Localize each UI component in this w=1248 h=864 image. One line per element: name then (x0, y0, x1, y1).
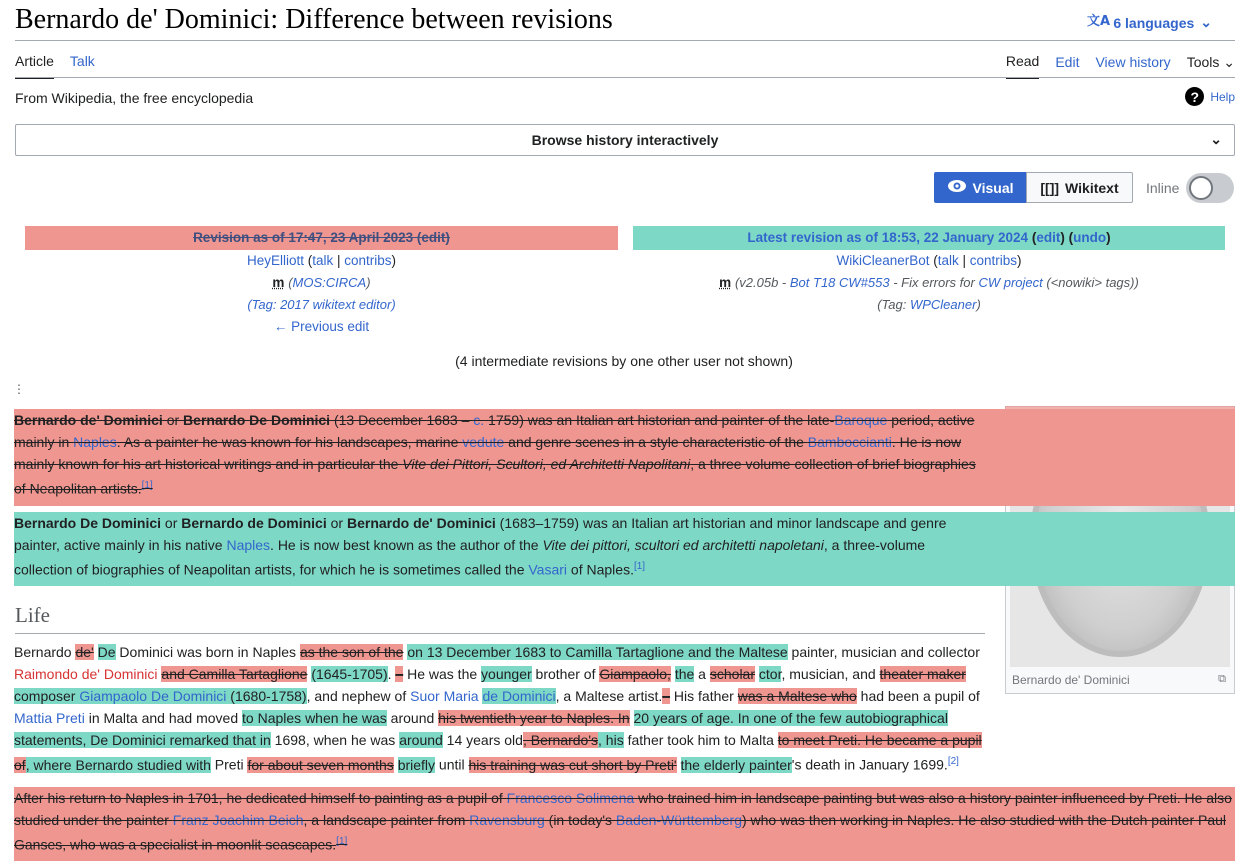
tab-view-history[interactable]: View history (1095, 54, 1171, 70)
new-lead-text: or (326, 515, 347, 531)
tabs-divider (15, 77, 1235, 78)
summary-link-bot[interactable]: Bot T18 CW#553 (789, 275, 890, 290)
new-revision-summary (633, 272, 1225, 294)
visual-label: Visual (972, 179, 1014, 196)
new-revision-link[interactable]: Latest revision as of 18:53, 22 January 2024 (747, 230, 1029, 245)
diff-mode-toggle (934, 172, 1133, 203)
deleted-text: his training was cut short by Preti' (468, 756, 677, 773)
text: Bernardo (14, 644, 76, 660)
new-lead-bold: Bernardo De Dominici (14, 515, 162, 531)
tab-read[interactable]: Read (1006, 53, 1039, 79)
inline-label: Inline (1146, 180, 1180, 196)
old-revision-contribs[interactable]: contribs (344, 253, 392, 268)
site-subtitle: From Wikipedia, the free encyclopedia (15, 90, 254, 106)
new-revision-undo[interactable]: undo (1073, 230, 1107, 245)
link-ravensburg[interactable]: Ravensburg (469, 812, 545, 828)
old-lead-italic: Vite dei Pittori, Scultori, ed Architetti Napolitani (402, 456, 691, 472)
view-tabs (1006, 53, 1235, 79)
reference-link[interactable]: [1] (336, 836, 348, 847)
inserted-text: 20 years of age. In one of the few autobiographical statements, De Dominici remarked that in (14, 710, 948, 748)
text: 1698 (270, 732, 306, 748)
minor-edit-marker: m (272, 275, 285, 290)
figure-deleted-highlight (1005, 406, 1235, 506)
text: He was the (407, 666, 482, 682)
browse-history-label: Browse history interactively (531, 132, 719, 148)
browse-history-button[interactable] (15, 124, 1235, 156)
visual-diff-button[interactable] (934, 172, 1026, 203)
translate-icon (1087, 12, 1111, 33)
deleted-text: theater maker (879, 666, 966, 682)
old-revision-info (25, 226, 618, 338)
new-revision-edit[interactable]: edit (1036, 230, 1061, 245)
old-summary-link[interactable]: MOS:CIRCA (292, 275, 367, 290)
svg-text:文A: 文A (1087, 14, 1111, 29)
deleted-text: and Camilla Tartaglione (161, 666, 308, 682)
previous-edit-link[interactable] (25, 316, 618, 338)
inserted-text: to Naples when he was (242, 710, 387, 726)
link-raimondo[interactable]: Raimondo de' Dominici (14, 666, 158, 682)
text: , and nephew of (306, 688, 411, 704)
inserted-text: ctor (758, 666, 782, 682)
inserted-text-part: (1680-1758) (226, 688, 307, 704)
new-lead-link[interactable]: Naples (226, 537, 271, 553)
new-lead-link[interactable]: Vasari (528, 561, 568, 578)
inserted-text: De (97, 644, 116, 660)
text: 's death in January 1699. (791, 756, 948, 773)
wikitext-diff-button[interactable] (1026, 172, 1133, 203)
tools-menu[interactable] (1187, 54, 1235, 79)
toggle-knob (1189, 176, 1213, 200)
deleted-text: – (662, 688, 671, 704)
old-lead-text: . He is now mainly known for his art historical writings and in particular the (14, 434, 962, 472)
chevron-down-icon: ⌄ (1210, 131, 1222, 147)
old-revision-user-line: HeyElliott (talk | contribs) (246, 253, 397, 268)
help-link[interactable] (1185, 87, 1235, 106)
old-lead-text: , a three volume collection of brief biographies of Neapolitan artists. (14, 456, 976, 497)
deleted-after-paragraph (14, 787, 1235, 861)
text: had been a pupil of (856, 688, 980, 704)
namespace-tabs (15, 53, 95, 79)
new-lead-italic: Vite dei pittori, scultori ed architetti napoletani (542, 537, 824, 553)
text: Preti (210, 756, 248, 773)
minor-edit-marker: m (719, 275, 732, 290)
new-lead-text: of Naples. (567, 561, 634, 578)
old-text: After his return to Naples in 1701, he dedicated himself to painting as a pupil of (14, 790, 507, 806)
inline-toggle[interactable] (1186, 173, 1234, 203)
text: in Malta and had moved (84, 710, 243, 726)
new-revision-contribs[interactable]: contribs (969, 253, 1018, 268)
reference-link[interactable]: [1] (141, 480, 153, 491)
text: Dominici was born in Naples (115, 644, 300, 660)
summary-text: (v2.05b - (734, 275, 790, 290)
new-revision-tag (633, 294, 1225, 316)
language-selector[interactable] (1087, 12, 1212, 33)
reference-link[interactable]: [2] (947, 756, 959, 767)
new-lead-text: or (161, 515, 182, 531)
section-heading-life: Life (15, 603, 50, 627)
tag-link-wpcleaner[interactable]: WPCleaner (909, 297, 977, 312)
new-revision-heading: Latest revision as of 18:53, 22 January 2024 (edit) (undo) (633, 226, 1225, 250)
text (630, 710, 634, 726)
summary-text: (<nowiki> tags)) (1042, 275, 1139, 290)
old-text: ) who was then working in Naples. He also studied with the Dutch painter Paul Ganses, who was a specialist in moonlit seascapes. (14, 812, 1227, 853)
new-lead-text: . He is now best known as the author of the (270, 537, 543, 553)
old-revision-tag (25, 294, 618, 316)
new-revision-talk[interactable]: talk (937, 253, 959, 268)
deleted-text: as the son of the (299, 644, 404, 660)
old-lead-link[interactable]: Naples (73, 434, 117, 450)
text: . (387, 666, 396, 682)
tab-talk[interactable]: Talk (69, 53, 95, 69)
old-lead-bold: Bernardo De Dominici (183, 412, 331, 428)
figure-caption: Bernardo de' Dominici (1012, 673, 1130, 687)
deleted-text: , Bernardo's (522, 732, 599, 748)
new-lead-text: (1683–1759) was an Italian art historian and minor landscape and genre painter, active mainly in his native (14, 515, 947, 553)
tab-edit[interactable]: Edit (1055, 54, 1080, 70)
previous-edit-label[interactable]: ← Previous edit (273, 319, 370, 334)
old-lead-link[interactable]: c. (473, 412, 485, 428)
text: , a Maltese artist. (555, 688, 663, 704)
old-lead-text: period, active mainly in (14, 412, 975, 450)
tools-label: Tools (1186, 53, 1220, 70)
tag-text: (Tag: (877, 297, 910, 312)
old-tag-link[interactable]: (Tag: 2017 wikitext editor) (247, 297, 396, 312)
help-icon: ? (1185, 87, 1204, 106)
text: until (435, 756, 469, 773)
old-revision-heading[interactable]: Revision as of 17:47, 23 April 2023 (edit) (25, 226, 618, 250)
deleted-text: de' (75, 644, 94, 660)
link-giampaolo[interactable]: Giampaolo De Dominici (79, 688, 227, 704)
chevron-down-icon: ⌄ (1200, 14, 1212, 30)
deleted-text: was a Maltese who (737, 688, 857, 704)
page-title: Bernardo de' Dominici: Difference between revisions (15, 4, 613, 35)
deleted-text: for about seven months (247, 756, 394, 773)
tab-article[interactable]: Article (15, 53, 54, 79)
link-mattia-preti[interactable]: Mattia Preti (14, 710, 85, 726)
inserted-text: the elderly painter (680, 756, 792, 773)
help-label: Help (1210, 89, 1235, 104)
enlarge-icon[interactable]: ⧉ (1218, 673, 1226, 685)
old-revision-talk[interactable]: talk (312, 253, 334, 268)
new-revision-user-line: WikiCleanerBot (talk | contribs) (836, 253, 1022, 268)
text: father took him to Malta (623, 732, 778, 748)
old-lead-link[interactable]: Baroque (834, 412, 888, 428)
old-text: (in today's (544, 812, 616, 828)
eye-icon (947, 179, 967, 196)
life-paragraph (14, 641, 994, 776)
inserted-text: , his (598, 732, 624, 748)
inserted-text: (1645-1705) (311, 666, 388, 682)
inserted-text (14, 688, 307, 704)
inserted-text-part: composer (14, 688, 80, 704)
inserted-text: on 13 December 1683 to Camilla Tartaglione and the Maltese (407, 644, 788, 660)
old-lead-link[interactable]: Bamboccianti (807, 434, 892, 450)
languages-label: 6 languages (1113, 14, 1195, 31)
new-lead-bold: Bernardo de Dominici (181, 515, 327, 531)
old-lead-bold: Bernardo de' Dominici (14, 412, 163, 428)
old-text: who trained him in landscape painting but was also a history painter influenced by Preti. He also studied under the painter (14, 790, 1232, 828)
deleted-text: to meet Preti. He became a pupil of (14, 732, 982, 773)
new-revision-info (633, 226, 1225, 316)
new-revision-user[interactable]: WikiCleanerBot (836, 253, 930, 268)
text: brother of (531, 666, 600, 682)
more-options-icon[interactable]: ⋮ (13, 382, 25, 396)
new-lead-text: , a three-volume collection of biographies of Neapolitan artists, for which he is sometimes called the (14, 537, 926, 578)
text: , when he was (305, 732, 400, 748)
old-lead-text: (13 December 1683 – (330, 412, 474, 428)
old-lead-text: or (162, 412, 184, 428)
deleted-text: – (395, 666, 404, 682)
old-revision-summary: m (MOS:CIRCA) (272, 275, 371, 290)
deleted-text: Giampaolo, (599, 666, 671, 682)
wikitext-icon: [[]] (1040, 179, 1060, 196)
intermediate-revisions-note: (4 intermediate revisions by one other user not shown) (455, 353, 793, 369)
old-lead-text: . As a painter he was known for his landscapes, marine (116, 434, 463, 450)
old-revision-user[interactable]: HeyElliott (246, 253, 304, 268)
old-text: , a landscape painter from (303, 812, 470, 828)
reference-link[interactable]: [1] (633, 561, 646, 572)
link-solimena[interactable]: Francesco Solimena (506, 790, 635, 806)
deleted-text: scholar (709, 666, 756, 682)
old-lead-text: 1759) was an Italian art historian and painter of the late- (484, 412, 835, 428)
text: a (694, 666, 710, 682)
inserted-text: younger (481, 666, 532, 682)
text: painter, musician and collector (787, 644, 980, 660)
link-de-dominici[interactable]: de Dominici (482, 688, 556, 704)
deleted-text: his twentieth year to Naples. In (438, 710, 630, 726)
section-divider (15, 633, 985, 634)
text: 14 years old (442, 732, 523, 748)
inserted-text: around (399, 732, 443, 748)
link-suor-maria[interactable]: Suor Maria (410, 688, 479, 704)
link-baden[interactable]: Baden-Württemberg (615, 812, 742, 828)
figure-inserted-highlight (1005, 512, 1235, 586)
summary-link-cw[interactable]: CW project (978, 275, 1043, 290)
text: around (386, 710, 439, 726)
text (677, 757, 681, 773)
inserted-text: the (674, 666, 695, 682)
summary-text: - Fix errors for (889, 275, 979, 290)
tag-text: ) (976, 297, 981, 312)
inserted-text: briefly (397, 756, 436, 773)
old-lead-text: and genre scenes in a style characteristic of the (504, 434, 808, 450)
title-divider (15, 40, 1235, 41)
inserted-text: , where Bernardo studied with (25, 756, 211, 773)
link-beich[interactable]: Franz Joachim Beich (172, 812, 304, 828)
chevron-down-icon: ⌄ (1223, 53, 1235, 70)
old-lead-link[interactable]: vedute (462, 434, 505, 450)
text: His father (673, 688, 738, 704)
text: , musician, and (781, 666, 880, 682)
new-lead-bold: Bernardo de' Dominici (346, 515, 496, 531)
wikitext-label: Wikitext (1065, 179, 1119, 196)
